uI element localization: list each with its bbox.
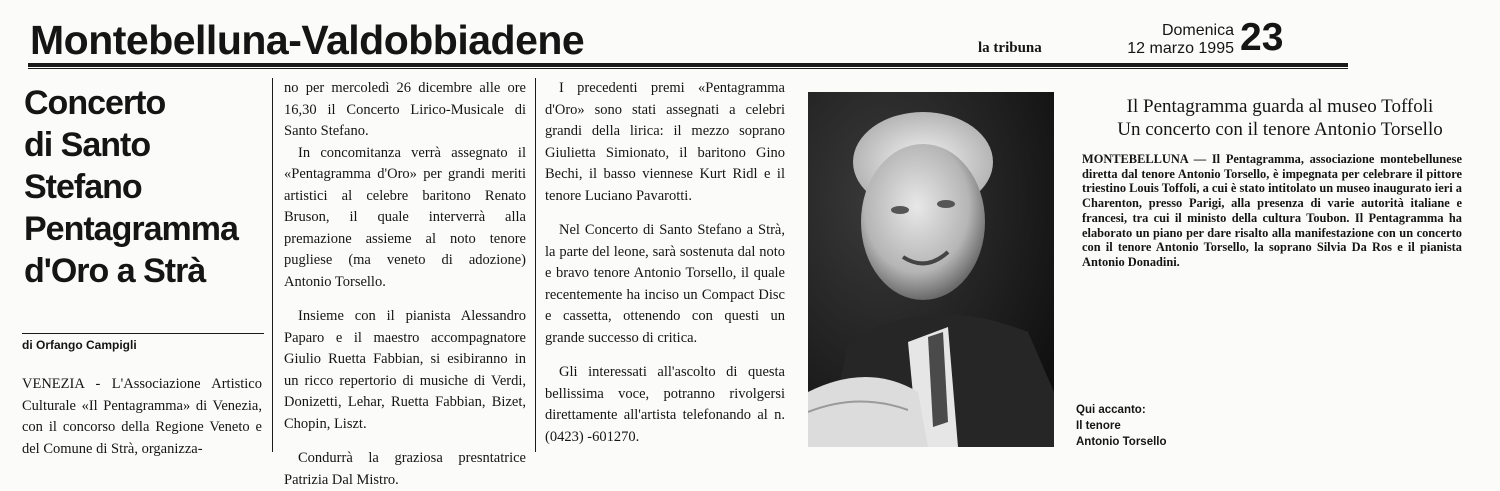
article-column-2 — [284, 78, 526, 491]
article-paragraph: Condurrà la graziosa presntatrice Patrizia Dal Mistro. — [284, 450, 526, 488]
issue-date — [1126, 22, 1234, 58]
sidebar-body: MONTEBELLUNA — Il Pentagramma, associazione montebellunese diretta dal tenore Antonio Torsello, è impegnata per celebrare il pittore triestino Louis Toffoli, a cui è stato intitolato un museo inaugurato ieri a Charenton, presso Parigi, alla presenza di varie autorità italiane e francesi, tra cui il ministo della cultura Toubon. Il Pentagramma ha elaborato un piano per dare risalto alla manifestazione con un concerto con il tenore Antonio Torsello, la soprano Silvia Da Ros e il pianista Antonio Donadini. — [1082, 152, 1462, 269]
column-divider — [535, 78, 536, 452]
tenor-portrait-image — [808, 92, 1054, 447]
issue-date-text: 12 marzo 1995 — [1127, 40, 1234, 57]
caption-line: Antonio Torsello — [1076, 436, 1167, 448]
article-headline — [24, 82, 264, 292]
masthead-rule-thin — [28, 68, 1348, 69]
sidebar-headline-line: Il Pentagramma guarda al museo Toffoli — [1126, 96, 1434, 117]
article-paragraph: Nel Concerto di Santo Stefano a Strà, la parte del leone, sarà sostenuta dal noto e bravo tenore Antonio Torsello, il quale recentemente ha inciso un Compact Disc e cassetta, ottenendo con questi un grande successo di critica. — [545, 222, 785, 346]
caption-line: Qui accanto: — [1076, 404, 1146, 416]
masthead-rule — [28, 63, 1348, 67]
byline-rule — [22, 333, 264, 334]
photo-caption — [1076, 402, 1167, 450]
article-paragraph: Gli interessati all'ascolto di questa bellissima voce, potranno rivolgersi direttamente all'artista telefonando al n. (0423) -601270. — [545, 364, 785, 445]
headline-line: d'Oro a Strà — [24, 252, 206, 290]
article-column-3 — [545, 78, 785, 448]
article-paragraph: VENEZIA - L'Associazione Artistico Culturale «Il Pentagramma» di Venezia, con il concorso della Regione Veneto e del Comune di Strà, organizza- — [22, 376, 262, 457]
sidebar-headline-line: Un concerto con il tenore Antonio Torsello — [1117, 119, 1443, 140]
headline-line: di Santo — [24, 126, 151, 164]
article-column-1 — [22, 374, 262, 460]
caption-line: Il tenore — [1076, 420, 1121, 432]
column-divider — [272, 78, 273, 452]
headline-line: Pentagramma — [24, 210, 238, 248]
section-title: Montebelluna-Valdobbiadene — [30, 17, 585, 63]
headline-line: Concerto — [24, 84, 166, 122]
page-number: 23 — [1240, 16, 1284, 59]
article-paragraph: In concomitanza verrà assegnato il «Pentagramma d'Oro» per grandi meriti artistici al celebre baritono Renato Bruson, il quale interverrà alla premazione assieme al noto tenore pugliese (ma veneto di adozione) Antonio Torsello. — [284, 144, 526, 290]
issue-weekday: Domenica — [1161, 22, 1234, 39]
article-paragraph: I precedenti premi «Pentagramma d'Oro» sono stati assegnati a celebri grandi della lirica: il mezzo soprano Giulietta Simionato, il baritono Gino Bechi, il basso viennese Kurt Ridl e il tenore Luciano Pavarotti. — [545, 80, 785, 204]
headline-line: Stefano — [24, 168, 142, 206]
article-paragraph: Insieme con il pianista Alessandro Paparo e il maestro accompagnatore Giulio Ruetta Fabbian, si esibiranno in un ricco repertorio di musiche di Verdi, Donizetti, Lehar, Ruetta Fabbian, Bizet, Chopin, Liszt. — [284, 308, 526, 432]
article-paragraph: no per mercoledì 26 dicembre alle ore 16,30 il Concerto Lirico-Musicale di Santo Stefano. — [284, 80, 526, 139]
byline: di Orfango Campigli — [22, 338, 137, 352]
tenor-photo — [808, 92, 1054, 447]
sidebar-headline — [1080, 95, 1480, 141]
newspaper-name: la tribuna — [978, 40, 1042, 56]
